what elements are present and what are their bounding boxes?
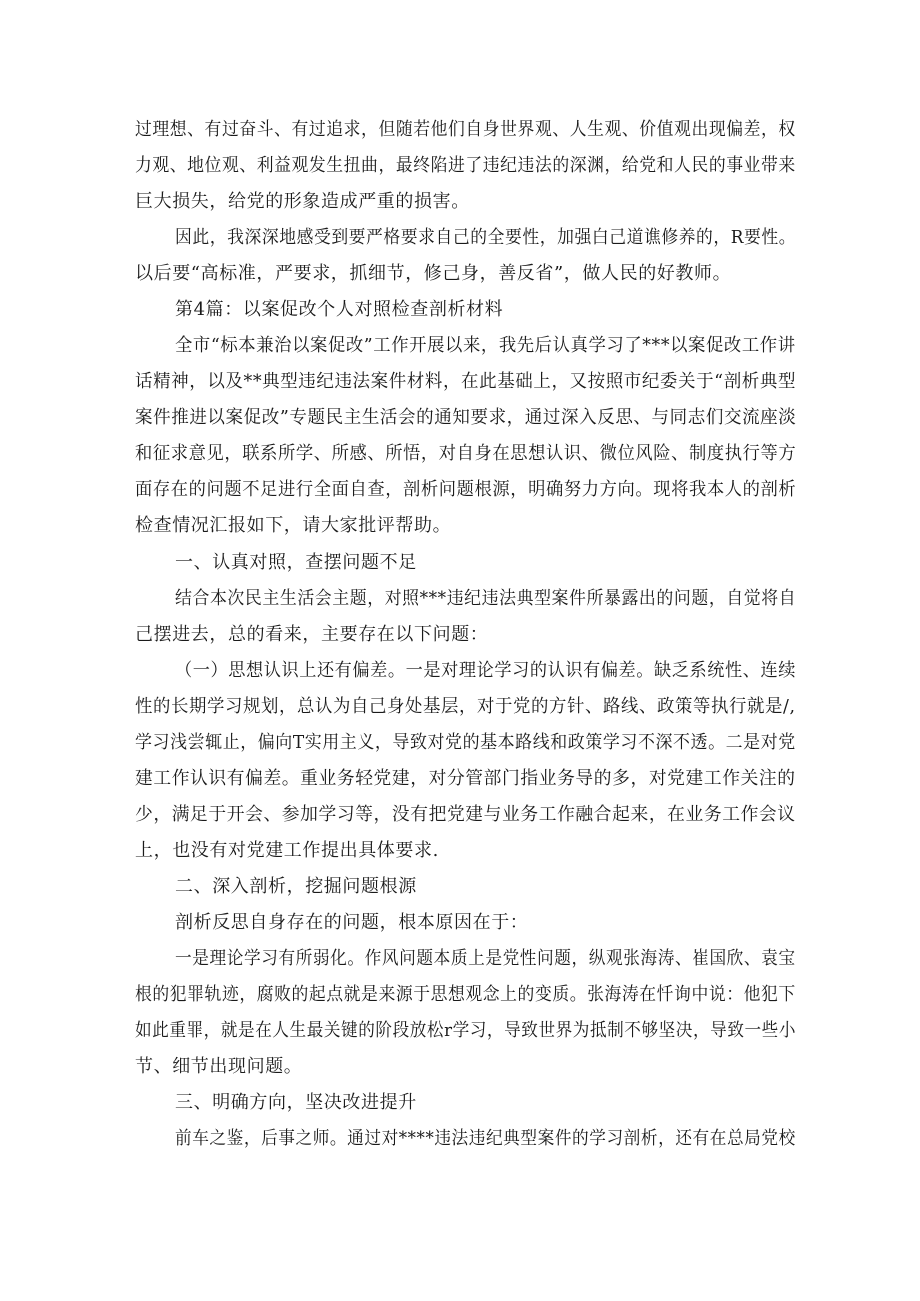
text-line: 案件推进以案促改”专题民主生活会的通知要求，通过深入反思、与同志们交流座淡 [135,407,797,428]
text-line: 学习浅尝辄止，偏向T实用主义，导致对党的基本路线和政策学习不深不透。二是对党 [135,732,796,753]
text-line: 上，也没有对党建工作提出具体要求. [135,840,439,861]
section-heading: 三、明确方向，坚决改进提升 [175,1092,417,1113]
text-line: 检查情况汇报如下，请大家批评帮助。 [135,515,452,536]
text-line: 因此，我深深地感受到要严格要求自己的全要性，加强白己道谯修养的，R要性。 [175,227,797,248]
text-line: 根的犯罪轨迹，腐败的起点就是来源于思想观念上的变质。张海涛在忏询中说：他犯下 [135,984,796,1005]
text-line: 面存在的问题不足进行全面自查，剖析问题根源，明确努力方向。现将我本人的剖析 [135,479,797,500]
text-line: 剖析反思自身存在的问题，根本原因在于： [175,912,529,933]
text-line: 以后要“高标准，严要求，抓细节，修己身，善反省”，做人民的好教师。 [135,263,732,284]
section-heading: 二、深入剖析，挖掘问题根源 [175,876,417,897]
section-heading: 第4篇：以案促改个人对照检查剖析材料 [175,299,504,320]
text-line: 力观、地位观、利益观发生扭曲，最终陷进了违纪违法的深渊，给党和人民的事业带来 [135,155,796,176]
text-line: 全市“标本兼治以案促改”工作开展以来，我先后认真学习了***以案促改工作讲 [175,335,796,356]
text-line: 己摆进去，总的看来，主要存在以下问题： [135,624,489,645]
text-line: （一）思想认识上还有偏差。一是对理论学习的认识有偏差。缺乏系统性、连续 [175,660,796,681]
text-line: 结合本次民主生活会主题，对照***违纪违法典型案件所暴露出的问题，自觉将自 [175,588,797,609]
text-line: 前车之鉴，后事之师。通过对****违法违纪典型案件的学习剖析，还有在总局党校 [175,1128,796,1149]
text-line: 建工作认识有偏差。重业务轻党建，对分管部门指业务导的多，对党建工作关注的 [135,768,796,789]
text-line: 性的长期学习规划，总认为自己身处基层，对于党的方针、路线、政策等执行就是/, [135,696,796,717]
section-heading: 一、认真对照，查摆问题不足 [175,552,417,573]
text-line: 巨大损失，给党的形象造成严重的损害。 [135,191,470,212]
text-line: 如此重罪，就是在人生最关键的阶段放松r学习，导致世界为抵制不够坚决，导致一些小 [135,1020,797,1041]
text-line: 节、细节出现问题。 [135,1056,303,1077]
text-line: 少，满足于开会、参加学习等，没有把党建与业务工作融合起来，在业务工作会议 [135,804,796,825]
text-line: 话精神，以及**典型违纪违法案件材料，在此基础上，又按照市纪委关于“剖析典型 [135,371,797,392]
text-line: 一是理论学习有所弱化。作风问题本质上是党性问题，纵观张海涛、崔国欣、袁宝 [175,948,796,969]
text-line: 和征求意见，联系所学、所感、所悟，对自身在思想认识、微位风险、制度执行等方 [135,443,797,464]
text-line: 过理想、有过奋斗、有过追求，但随若他们自身世界观、人生观、价值观出现偏差，权 [135,119,796,140]
